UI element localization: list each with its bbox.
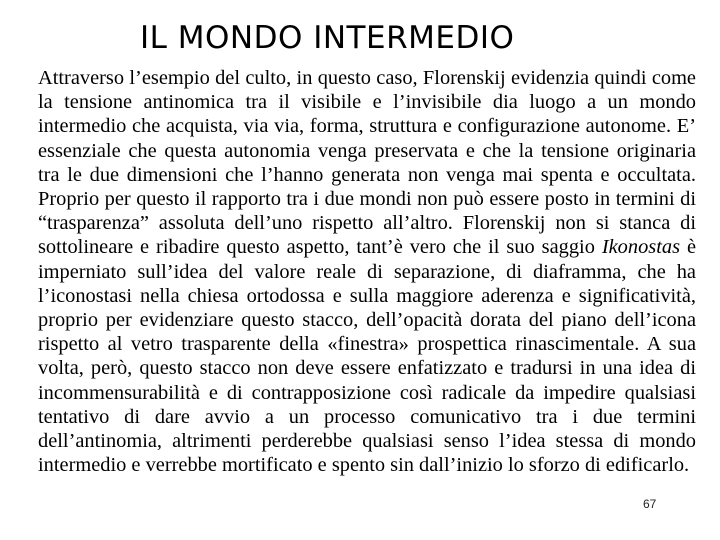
page-number: 67 <box>643 497 657 511</box>
body-paragraph <box>38 66 696 477</box>
book-title-ikonostas: Ikonostas <box>601 236 681 259</box>
paragraph-text-part2: è imperniato sull’idea del valore reale di separazione, di diaframma, che ha l’iconostasi nella chiesa ortodossa e sulla maggiore aderenza e significatività, proprio per evidenziare questo stacco, dell’opacità dorata del piano dell’icona rispetto al vetro trasparente della «finestra» prospettica rinascimentale. A sua volta, però, questo stacco non deve essere enfatizzato e tradursi in una idea di incommensurabilità e di contrapposizione così radicale da impedire qualsiasi tentativo di dare avvio a un processo comunicativo tra i due termini dell’antinomia, altrimenti perderebbe qualsiasi senso l’idea stessa di mondo intermedio e verrebbe mortificato e spento sin dall’inizio lo sforzo di edificarlo. <box>38 236 697 477</box>
paragraph-text-part1: Attraverso l’esempio del culto, in questo caso, Florenskij evidenzia quindi come la tensione antinomica tra il visibile e l’invisibile dia luogo a un mondo intermedio che acquista, via via, forma, struttura e configurazione autonome. E’ essenziale che questa autonomia venga preservata e che la tensione originaria tra le due dimensioni che l’hanno generata non venga mai spenta e occultata. Proprio per questo il rapporto tra i due mondi non può essere posto in termini di “trasparenza” assoluta dell’uno rispetto all’altro. Florenskij non si stanca di sottolineare e ribadire questo aspetto, tant’è vero che il suo saggio <box>38 67 696 259</box>
slide-title: IL MONDO INTERMEDIO <box>140 20 515 56</box>
